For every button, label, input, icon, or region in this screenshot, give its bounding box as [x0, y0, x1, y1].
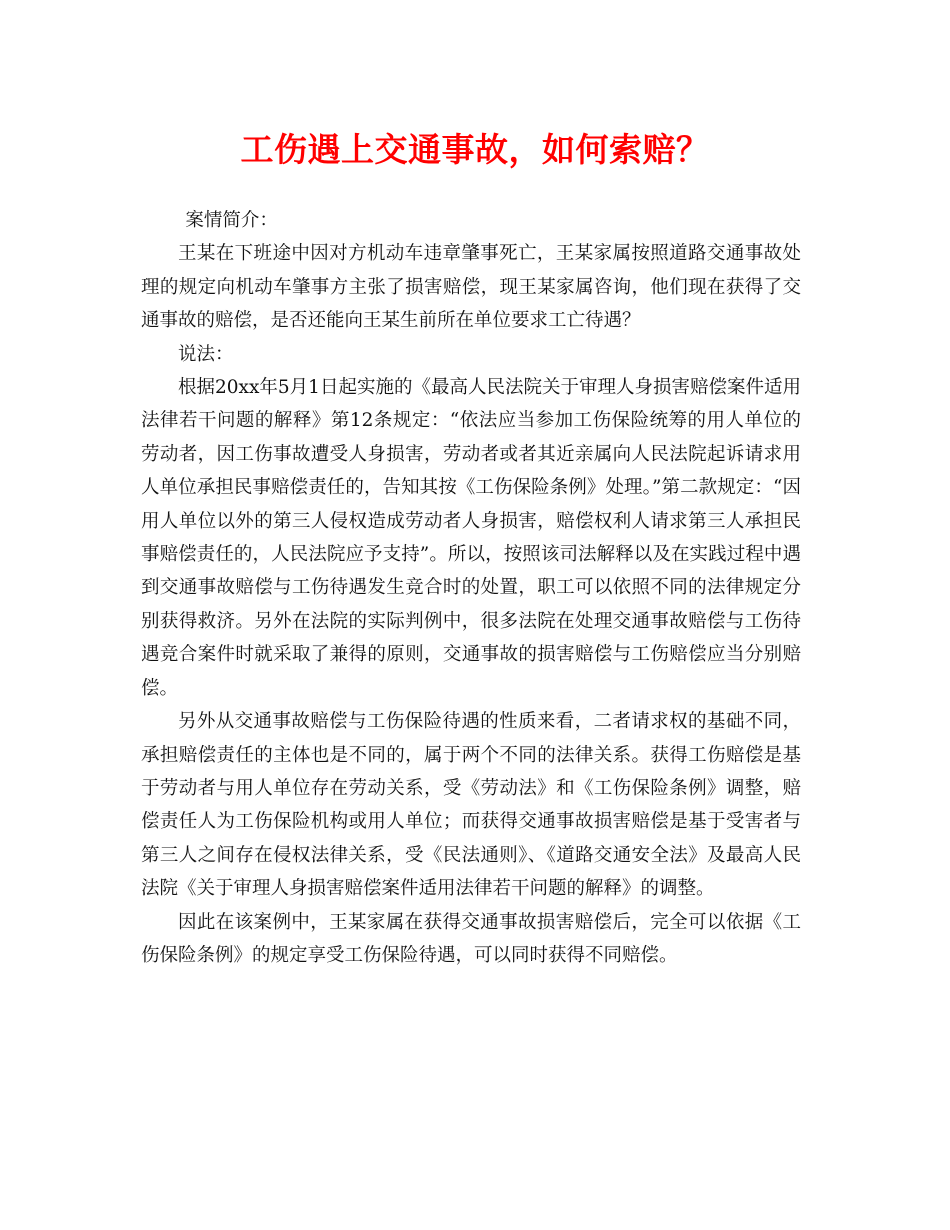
- section-label-case-intro: 案情简介：: [185, 210, 278, 231]
- paragraph-conclusion: 因此在该案例中，王某家属在获得交通事故损害赔偿后，完全可以依据《工伤保险条例》的规定享受工伤保险待遇，可以同时获得不同赔偿。: [141, 911, 801, 966]
- paragraph-legal-nature: 另外从交通事故赔偿与工伤保险待遇的性质来看，二者请求权的基础不同，承担赔偿责任的主体也是不同的，属于两个不同的法律关系。获得工伤赔偿是基于劳动者与用人单位存在劳动关系，受《劳动法》和《工伤保险条例》调整，赔偿责任人为工伤保险机构或用人单位；而获得交通事故损害赔偿是基于受害者与第三人之间存在侵权法律关系，受《民法通则》、《道路交通安全法》及最高人民法院《关于审理人身损害赔偿案件适用法律若干问题的解释》的调整。: [141, 711, 801, 900]
- section-label-legal-view: 说法：: [178, 343, 234, 365]
- paragraph-case-description: 王某在下班途中因对方机动车违章肇事死亡，王某家属按照道路交通事故处理的规定向机动车肇事方主张了损害赔偿，现王某家属咨询，他们现在获得了交通事故的赔偿，是否还能向王某生前所在单位要求工亡待遇？: [141, 243, 801, 332]
- document-body: [141, 204, 801, 972]
- document-title: 工伤遇上交通事故，如何索赔？: [240, 130, 710, 169]
- paragraph-legal-basis: 根据20xx年5月1日起实施的《最高人民法院关于审理人身损害赔偿案件适用法律若干问题的解释》第12条规定：“依法应当参加工伤保险统筹的用人单位的劳动者，因工伤事故遭受人身损害，劳动者或者其近亲属向人民法院起诉请求用人单位承担民事赔偿责任的，告知其按《工伤保险条例》处理。”第二款规定：“因用人单位以外的第三人侵权造成劳动者人身损害，赔偿权利人请求第三人承担民事赔偿责任的，人民法院应予支持”。所以，按照该司法解释以及在实践过程中遇到交通事故赔偿与工伤待遇发生竞合时的处置，职工可以依照不同的法律规定分别获得救济。另外在法院的实际判例中，很多法院在处理交通事故赔偿与工伤待遇竞合案件时就采取了兼得的原则，交通事故的损害赔偿与工伤赔偿应当分别赔偿。: [141, 377, 801, 699]
